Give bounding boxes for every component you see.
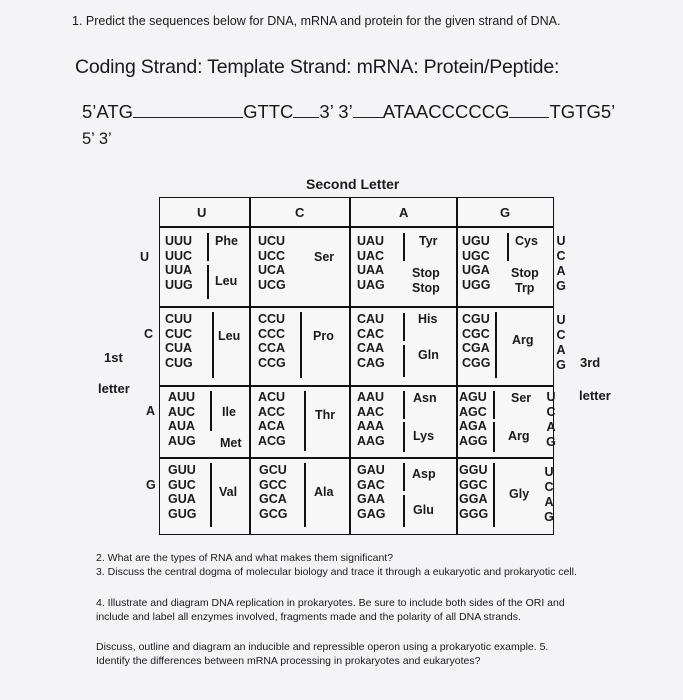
amino-acid: Trp [515,281,535,295]
second-letter-label: Second Letter [306,176,400,192]
amino-acid: Met [220,436,242,450]
amino-acid: Arg [508,429,530,443]
amino-acid: Cys [515,234,538,248]
amino-acid: Leu [218,329,241,343]
third-letter: A [544,495,554,509]
question-3: 3. Discuss the central dogma of molecular biology and trace it through a eukaryotic and prokaryotic cell. [96,566,577,578]
amino-acid: Stop [412,266,440,280]
blank-3 [353,103,383,118]
codon: UGG [462,277,491,292]
codons-cg [462,312,490,370]
codons-au [168,390,196,448]
codon: CUU [165,312,193,326]
codon: GCG [259,506,288,521]
bracket-line [403,391,405,419]
header-g: G [500,205,511,220]
bracket-line [403,313,405,341]
amino-acid: Ser [511,391,532,405]
codon: UCC [258,248,286,263]
third-letter: G [546,435,556,449]
codons-gc [259,463,287,521]
codon: AGA [459,419,487,433]
codon: AUG [168,433,196,448]
bracket-line [507,233,509,261]
third-letter: C [556,328,566,342]
codon: GAA [357,492,385,506]
codon: GCA [259,492,287,506]
first-letter-a: A [146,404,156,418]
codon: AAA [357,419,385,433]
codons-uc [258,234,286,292]
codons-aa [357,390,385,448]
codons-ua [357,234,385,292]
bracket-line [207,233,209,261]
codon: UGU [462,234,490,248]
codon: CUG [165,355,193,370]
third-letter: C [556,249,566,263]
codon: CAG [357,355,385,370]
codon: GGC [459,477,488,492]
column-divider [456,197,458,535]
codon: GGA [459,492,488,506]
codon: CAU [357,312,385,326]
bracket-line [403,495,405,527]
codon: GAG [357,506,386,521]
codon: UUA [165,263,193,277]
second-letter-header-row [159,197,554,227]
amino-acid: Ser [314,250,335,264]
codons-cc [258,312,286,370]
question-2: 2. What are the types of RNA and what makes them significant? [96,552,394,564]
amino-acid: Glu [413,503,434,517]
codon: UUG [165,277,193,292]
codon: CAC [357,326,385,341]
third-letter: U [556,313,566,327]
amino-acid: Pro [313,329,334,343]
amino-acid: Ala [314,485,334,499]
amino-acid: His [418,312,438,326]
codon: GCC [259,477,287,492]
codon: UUU [165,234,193,248]
codons-gg [459,463,488,521]
codon: AAC [357,404,385,419]
third-letter-label-2: letter [579,388,611,403]
bracket-line [493,422,495,452]
seq-part-1: 5’ATG [82,101,134,122]
amino-acid: Arg [512,333,534,347]
third-letter: A [556,343,566,357]
codon: ACC [258,404,286,419]
seq-part-5: TGTG5’ [549,101,616,122]
codons-gu [168,463,196,521]
bracket-line [210,391,212,431]
question-1: 1. Predict the sequences below for DNA, mRNA and protein for the given strand of DNA. [72,14,561,28]
codon: GUC [168,477,196,492]
codon: ACU [258,390,286,404]
bracket-line [210,463,212,527]
codon: CCC [258,326,286,341]
header-u: U [197,205,207,220]
sequence-line [82,101,615,123]
blank-1 [133,103,243,118]
amino-acid: Lys [413,429,435,443]
codon: GUU [168,463,196,477]
amino-acid: Stop [412,281,440,295]
third-letter: C [544,480,554,494]
amino-acid: Gln [418,348,439,362]
blank-2 [293,103,319,118]
codon: CGA [462,341,490,355]
codon: CGC [462,326,490,341]
codon: CGG [462,355,491,370]
third-letter: U [556,234,566,248]
bracket-line [403,233,405,261]
header-c: C [295,205,305,220]
codons-ug [462,234,490,292]
bracket-line [207,265,209,299]
codon: UUC [165,248,193,263]
first-letter-g: G [146,478,156,492]
codon: GUA [168,492,196,506]
codon: CCG [258,355,286,370]
codon: GGU [459,463,488,477]
codon: UAG [357,277,385,292]
amino-acid: Gly [509,487,530,501]
third-letter: C [546,405,556,419]
third-letter: G [556,358,566,372]
codon: UGC [462,248,490,263]
strand-labels: Coding Strand: Template Strand: mRNA: Protein/Peptide: [75,56,560,78]
codons-ca [357,312,385,370]
first-letter-c: C [144,327,154,341]
codon: AUA [168,419,196,433]
bracket-line [304,463,306,527]
amino-acid: Leu [215,274,238,288]
codon: AGC [459,404,487,419]
amino-acid: Asn [413,391,437,405]
seq-part-2: GTTC [243,101,294,122]
amino-acid: Stop [511,266,539,280]
amino-acid: Phe [215,234,238,248]
third-letter-label-1: 3rd [580,355,601,370]
codon: CUC [165,326,193,341]
seq-part-4: ATAACCCCCG [382,101,510,122]
third-letters-u [555,234,567,294]
third-letter: A [546,420,556,434]
question-4-line-1: 4. Illustrate and diagram DNA replication in prokaryotes. Be sure to include both sides of the ORI and [96,597,565,609]
column-divider [249,197,251,535]
codon: GUG [168,506,197,521]
codon: CAA [357,341,385,355]
blank-4 [509,103,549,118]
codon: AGU [459,390,487,404]
codon: CCA [258,341,286,355]
codon: UCA [258,263,286,277]
question-4-line-2: include and label all enzymes involved, fragments made and the polarity of all DNA strands. [96,611,521,623]
first-letter-label-2: letter [98,381,130,396]
codon: GCU [259,463,287,477]
third-letter: G [556,279,566,293]
codon: GGG [459,506,489,521]
third-letter: U [544,465,554,479]
amino-acid: Thr [315,408,336,422]
third-letters-g [543,465,555,525]
codon: AGG [459,433,488,448]
question-5-line-1: Discuss, outline and diagram an inducible and repressible operon using a prokaryotic example. 5. [96,641,549,653]
codon: AAU [357,390,385,404]
header-a: A [399,205,409,220]
codon: GAU [357,463,385,477]
codons-cu [165,312,193,370]
codon: UAA [357,263,385,277]
bracket-line [493,391,495,419]
codon: CUA [165,341,193,355]
third-letter: U [546,390,556,404]
bracket-line [212,312,214,378]
third-letters-a [545,390,557,450]
bracket-line [403,463,405,491]
bracket-line [304,391,306,451]
third-letter: G [544,510,554,524]
first-letter-label-1: 1st [104,350,123,365]
codons-uu [165,234,193,292]
first-letter-u: U [140,250,150,264]
codon: GAC [357,477,385,492]
codon: UCG [258,277,286,292]
codon: CCU [258,312,286,326]
codon: ACG [258,433,286,448]
seq-part-3: 3’ 3’ [319,101,353,122]
column-divider [349,197,351,535]
codon: CGU [462,312,490,326]
third-letter: A [556,264,566,278]
bracket-line [403,422,405,452]
codons-ac [258,390,286,448]
bracket-line [493,463,495,527]
question-5-line-2: Identify the differences between mRNA processing in prokaryotes and eukaryotes? [96,655,481,667]
amino-acid: Tyr [419,234,438,248]
codon: AAG [357,433,385,448]
bracket-line [300,312,302,378]
codon: AUC [168,404,196,419]
codon: UAC [357,248,385,263]
codon: ACA [258,419,286,433]
codon: UCU [258,234,286,248]
bracket-line [403,345,405,377]
amino-acid: Val [219,485,238,499]
amino-acid: Asp [412,467,436,481]
codon: UGA [462,263,490,277]
codons-ga [357,463,385,521]
codons-ag [459,390,487,448]
amino-acid: Ile [222,405,236,419]
sequence-line-2: 5’ 3’ [82,130,112,148]
codon: AUU [168,390,196,404]
third-letters-c [555,313,567,373]
codon: UAU [357,234,385,248]
bracket-line [495,312,497,378]
